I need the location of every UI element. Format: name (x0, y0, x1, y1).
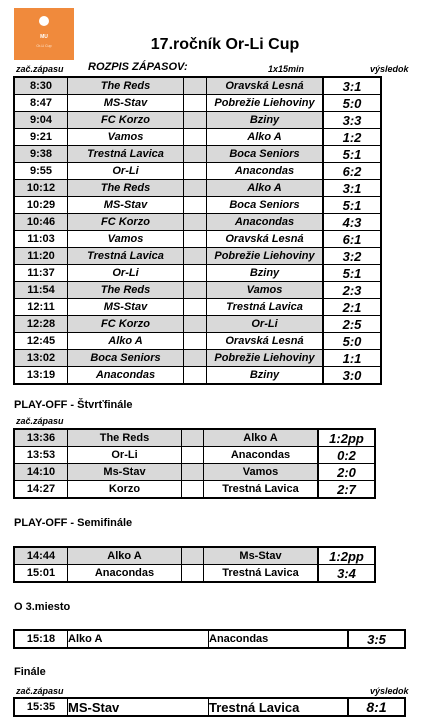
match-time: 13:19 (14, 367, 68, 385)
away-team: Vamos (207, 282, 324, 299)
match-score: 3:5 (348, 630, 405, 648)
away-team: Trestná Lavica (204, 565, 319, 583)
table-row (14, 429, 375, 447)
semifinal-title: PLAY-OFF - Semifinále (14, 517, 133, 529)
final-table (13, 697, 406, 717)
home-team: Trestná Lavica (68, 146, 184, 163)
match-time: 9:04 (14, 112, 68, 129)
col-start-label: zač.zápasu (16, 64, 64, 74)
cell-spacer (184, 180, 207, 197)
match-score: 2:3 (323, 282, 381, 299)
match-score: 3:3 (323, 112, 381, 129)
table-row (14, 350, 381, 367)
match-time: 9:21 (14, 129, 68, 146)
third-place-table (13, 629, 406, 649)
home-team: Trestná Lavica (68, 248, 184, 265)
cell-spacer (184, 146, 207, 163)
away-team: Pobrežie Liehoviny (207, 95, 324, 112)
table-row (14, 333, 381, 350)
home-team: Anacondas (68, 565, 182, 583)
home-team: The Reds (68, 429, 182, 447)
table-row (14, 77, 381, 95)
home-team: MS-Stav (68, 698, 209, 716)
table-row (14, 248, 381, 265)
match-score: 6:2 (323, 163, 381, 180)
match-score: 5:0 (323, 333, 381, 350)
home-team: Vamos (68, 231, 184, 248)
match-time: 8:47 (14, 95, 68, 112)
away-team: Oravská Lesná (207, 77, 324, 95)
cell-spacer (184, 214, 207, 231)
football-icon (39, 16, 49, 26)
match-time: 13:02 (14, 350, 68, 367)
cell-spacer (184, 129, 207, 146)
match-score: 3:2 (323, 248, 381, 265)
tournament-logo (14, 8, 74, 60)
away-team: Boca Seniors (207, 197, 324, 214)
cell-spacer (184, 282, 207, 299)
away-team: Ms-Stav (204, 547, 319, 565)
cell-spacer (184, 77, 207, 95)
logo-subtext: Or-Li Cup (36, 44, 52, 48)
home-team: Boca Seniors (68, 350, 184, 367)
away-team: Pobrežie Liehoviny (207, 350, 324, 367)
table-row (14, 163, 381, 180)
home-team: FC Korzo (68, 112, 184, 129)
match-time: 14:44 (14, 547, 68, 565)
away-team: Pobrežie Liehoviny (207, 248, 324, 265)
table-row (14, 464, 375, 481)
match-score: 5:0 (323, 95, 381, 112)
home-team: The Reds (68, 282, 184, 299)
match-time: 11:03 (14, 231, 68, 248)
match-score: 2:7 (318, 481, 375, 499)
final-title: Finále (14, 666, 46, 678)
third-place-title: O 3.miesto (14, 601, 71, 613)
table-row (14, 180, 381, 197)
match-score: 4:3 (323, 214, 381, 231)
cell-spacer (182, 547, 204, 565)
table-row (14, 447, 375, 464)
duration-label: 1x15min (268, 64, 305, 74)
away-team: Boca Seniors (207, 146, 324, 163)
home-team: Alko A (68, 630, 209, 648)
match-score: 5:1 (323, 197, 381, 214)
home-team: Or-Li (68, 447, 182, 464)
match-score: 6:1 (323, 231, 381, 248)
match-time: 10:29 (14, 197, 68, 214)
table-row (14, 565, 375, 583)
away-team: Anacondas (204, 447, 319, 464)
table-row (14, 95, 381, 112)
away-team: Anacondas (207, 163, 324, 180)
away-team: Anacondas (207, 214, 324, 231)
home-team: Ms-Stav (68, 464, 182, 481)
home-team: Alko A (68, 547, 182, 565)
cell-spacer (182, 429, 204, 447)
match-score: 0:2 (318, 447, 375, 464)
table-row (14, 630, 405, 648)
away-team: Bziny (207, 265, 324, 282)
match-time: 8:30 (14, 77, 68, 95)
match-score: 3:4 (318, 565, 375, 583)
match-score: 3:0 (323, 367, 381, 385)
group-schedule-table (13, 76, 382, 385)
home-team: Or-Li (68, 163, 184, 180)
match-time: 15:35 (14, 698, 68, 716)
table-row (14, 265, 381, 282)
away-team: Bziny (207, 367, 324, 385)
home-team: The Reds (68, 180, 184, 197)
away-team: Bziny (207, 112, 324, 129)
table-row (14, 197, 381, 214)
match-time: 11:37 (14, 265, 68, 282)
match-time: 15:18 (14, 630, 68, 648)
table-row (14, 547, 375, 565)
away-team: Alko A (207, 129, 324, 146)
cell-spacer (182, 481, 204, 499)
away-team: Anacondas (209, 630, 349, 648)
match-score: 3:1 (323, 180, 381, 197)
match-time: 11:54 (14, 282, 68, 299)
match-time: 9:55 (14, 163, 68, 180)
col-start-label: zač.zápasu (16, 686, 64, 696)
home-team: Or-Li (68, 265, 184, 282)
cell-spacer (184, 333, 207, 350)
away-team: Trestná Lavica (207, 299, 324, 316)
away-team: Or-Li (207, 316, 324, 333)
match-time: 12:28 (14, 316, 68, 333)
match-score: 1:2 (323, 129, 381, 146)
away-team: Trestná Lavica (209, 698, 349, 716)
away-team: Trestná Lavica (204, 481, 319, 499)
table-row (14, 698, 405, 716)
match-score: 1:2pp (318, 547, 375, 565)
match-time: 15:01 (14, 565, 68, 583)
table-row (14, 214, 381, 231)
match-time: 12:11 (14, 299, 68, 316)
cell-spacer (184, 350, 207, 367)
quarterfinal-table (13, 428, 376, 499)
match-score: 8:1 (348, 698, 405, 716)
match-time: 13:53 (14, 447, 68, 464)
schedule-label: ROZPIS ZÁPASOV: (88, 61, 188, 73)
home-team: Vamos (68, 129, 184, 146)
home-team: Anacondas (68, 367, 184, 385)
col-start-label: zač.zápasu (16, 416, 64, 426)
cell-spacer (184, 316, 207, 333)
table-row (14, 231, 381, 248)
cell-spacer (182, 565, 204, 583)
cell-spacer (184, 197, 207, 214)
match-time: 12:45 (14, 333, 68, 350)
cell-spacer (184, 299, 207, 316)
cell-spacer (184, 95, 207, 112)
home-team: MS-Stav (68, 95, 184, 112)
match-score: 2:1 (323, 299, 381, 316)
table-row (14, 316, 381, 333)
cell-spacer (184, 367, 207, 385)
cell-spacer (182, 447, 204, 464)
table-row (14, 481, 375, 499)
table-row (14, 146, 381, 163)
away-team: Oravská Lesná (207, 231, 324, 248)
cell-spacer (184, 265, 207, 282)
match-time: 14:10 (14, 464, 68, 481)
match-score: 3:1 (323, 77, 381, 95)
home-team: Alko A (68, 333, 184, 350)
semifinal-table (13, 546, 376, 583)
match-time: 13:36 (14, 429, 68, 447)
table-row (14, 129, 381, 146)
match-score: 2:5 (323, 316, 381, 333)
match-time: 10:12 (14, 180, 68, 197)
table-row (14, 112, 381, 129)
match-score: 1:1 (323, 350, 381, 367)
match-score: 1:2pp (318, 429, 375, 447)
logo-text: MU (40, 34, 48, 40)
home-team: MS-Stav (68, 197, 184, 214)
quarterfinal-title: PLAY-OFF - Štvrťfinále (14, 399, 133, 411)
table-row (14, 299, 381, 316)
home-team: FC Korzo (68, 214, 184, 231)
match-score: 5:1 (323, 146, 381, 163)
match-time: 11:20 (14, 248, 68, 265)
match-time: 9:38 (14, 146, 68, 163)
col-result-label: výsledok (370, 686, 409, 696)
table-row (14, 367, 381, 385)
match-time: 10:46 (14, 214, 68, 231)
home-team: FC Korzo (68, 316, 184, 333)
match-time: 14:27 (14, 481, 68, 499)
away-team: Oravská Lesná (207, 333, 324, 350)
home-team: MS-Stav (68, 299, 184, 316)
away-team: Vamos (204, 464, 319, 481)
match-score: 2:0 (318, 464, 375, 481)
home-team: The Reds (68, 77, 184, 95)
cell-spacer (184, 163, 207, 180)
cell-spacer (184, 112, 207, 129)
cell-spacer (182, 464, 204, 481)
home-team: Korzo (68, 481, 182, 499)
away-team: Alko A (207, 180, 324, 197)
page-title: 17.ročník Or-Li Cup (150, 36, 300, 53)
match-score: 5:1 (323, 265, 381, 282)
away-team: Alko A (204, 429, 319, 447)
table-row (14, 282, 381, 299)
col-result-label: výsledok (370, 64, 409, 74)
cell-spacer (184, 248, 207, 265)
cell-spacer (184, 231, 207, 248)
